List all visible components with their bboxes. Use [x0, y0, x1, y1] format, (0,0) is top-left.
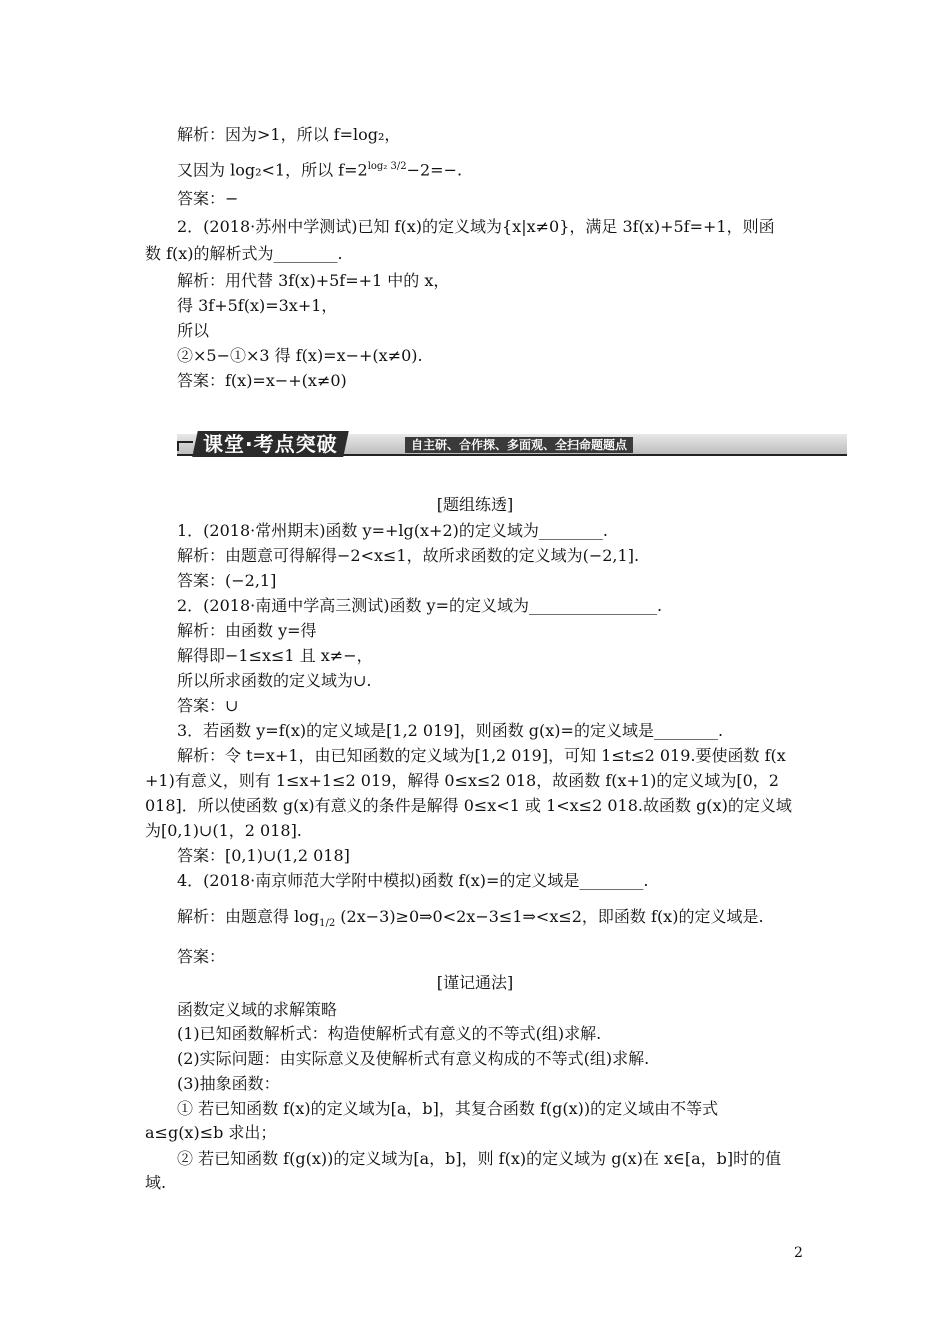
text-line: 函数定义域的求解策略 [177, 1000, 338, 1019]
answer-line: 答案：f(x)=x−+(x≠0) [177, 371, 347, 390]
question-line: 2．(2018·南通中学高三测试)函数 y=的定义域为________________. [177, 596, 663, 615]
answer-line: 答案： [177, 947, 226, 966]
text-line: (2)实际问题：由实际意义及使解析式有意义构成的不等式(组)求解. [177, 1049, 650, 1068]
question-line: 1．(2018·常州期末)函数 y=+lg(x+2)的定义域为________. [177, 521, 608, 540]
banner-subtitle: 自主研、合作探、多面观、全扫命题题点 [405, 437, 633, 453]
text-line: 解析：由题意可得解得−2<x≤1，故所求函数的定义域为(−2,1]. [177, 546, 640, 565]
text-fragment: 解析：由题意得 log [177, 907, 320, 926]
text-fragment: −2=−. [406, 160, 463, 180]
answer-line: 答案：− [177, 189, 239, 208]
answer-line: 答案：∪ [177, 696, 239, 715]
text-line: (3)抽象函数： [177, 1074, 280, 1093]
question-line: 数 f(x)的解析式为________. [145, 244, 343, 263]
text-line: 为[0,1)∪(1，2 018]. [145, 821, 302, 840]
question-line: 4．(2018·南京师范大学附中模拟)函数 f(x)=的定义域是________. [177, 871, 649, 890]
text-line [177, 156, 462, 181]
section-heading: [谨记通法] [436, 973, 514, 992]
text-line: 解析：因为>1，所以 f=log₂， [177, 125, 401, 144]
text-line [177, 906, 764, 935]
text-line: 解得即−1≤x≤1 且 x≠−， [177, 646, 373, 665]
question-line: 2．(2018·苏州中学测试)已知 f(x)的定义域为{x|x≠0}，满足 3f(x)+5f=+1，则函 [177, 217, 775, 236]
answer-line: 答案：[0,1)∪(1,2 018] [177, 846, 350, 865]
text-line: 所以 [177, 321, 210, 340]
banner-decoration [177, 441, 193, 451]
text-line: 域. [145, 1173, 167, 1192]
section-heading: [题组练透] [436, 495, 514, 514]
text-line: 得 3f+5f(x)=3x+1， [177, 296, 338, 315]
text-line: 解析：令 t=x+1，由已知函数的定义域为[1,2 019]，可知 1≤t≤2 019.要使函数 f(x [177, 746, 786, 765]
text-line: a≤g(x)≤b 求出； [145, 1123, 277, 1142]
text-line: 解析：用代替 3f(x)+5f=+1 中的 x， [177, 271, 450, 290]
text-line: (1)已知函数解析式：构造使解析式有意义的不等式(组)求解. [177, 1024, 602, 1043]
text-line: ② 若已知函数 f(g(x))的定义域为[a，b]，则 f(x)的定义域为 g(x)在 x∈[a，b]时的值 [177, 1149, 782, 1168]
text-line: ① 若已知函数 f(x)的定义域为[a，b]，其复合函数 f(g(x))的定义域由不等式 [177, 1099, 719, 1118]
question-line: 3．若函数 y=f(x)的定义域是[1,2 019]，则函数 g(x)=的定义域是________. [177, 721, 724, 740]
banner-title: 课堂·考点突破 [192, 431, 348, 457]
exponent: log₂ 3/2 [367, 161, 407, 172]
section-banner [177, 431, 847, 457]
text-line: 018]．所以使函数 g(x)有意义的条件是解得 0≤x<1 或 1<x≤2 018.故函数 g(x)的定义域 [145, 796, 792, 815]
text-line: 解析：由函数 y=得 [177, 621, 317, 640]
text-fragment: (2x−3)≥0⇒0<2x−3≤1⇒<x≤2，即函数 f(x)的定义域是. [340, 907, 764, 926]
log-base: 1/2 [319, 918, 336, 930]
page-number: 2 [794, 1245, 803, 1261]
text-line: 所以所求函数的定义域为∪. [177, 671, 372, 690]
text-line: ②×5−①×3 得 f(x)=x−+(x≠0). [177, 346, 423, 365]
answer-line: 答案：(−2,1] [177, 571, 277, 590]
text-fragment: 又因为 log₂<1，所以 f=2 [177, 160, 368, 180]
text-line: +1)有意义，则有 1≤x+1≤2 019，解得 0≤x≤2 018，故函数 f(x+1)的定义域为[0，2 [145, 771, 779, 790]
